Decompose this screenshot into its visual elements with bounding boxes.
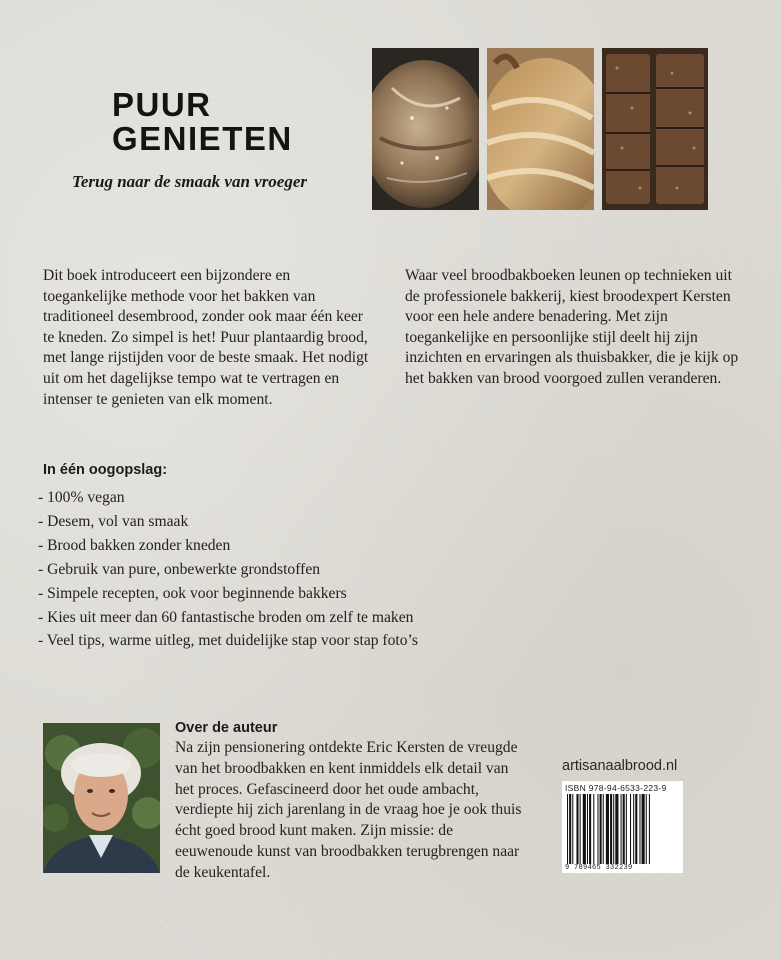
glance-heading: In één oogopslag: (43, 462, 168, 478)
barcode-bar (630, 794, 631, 870)
barcode-digits: 9 789465 332239 (565, 864, 680, 872)
intro-left-paragraph: Dit boek introduceert een bijzondere en toegankelijke methode voor het bakken van traditioneel desembrood, zonder ook maar één keer te kneden. Zo simpel is het! Puur plantaardig brood, met lange rijstijden voor de beste smaak. Het nodigt uit om het dagelijkse tempo wat te vertragen en intenser te genieten van elk moment. (43, 267, 369, 408)
book-title (112, 88, 293, 156)
barcode-bar (615, 794, 618, 870)
glance-list (38, 486, 418, 653)
book-subtitle: Terug naar de smaak van vroeger (72, 172, 308, 191)
barcode-bar (576, 794, 578, 870)
list-item: - Kies uit meer dan 60 fantastische broden om zelf te maken (38, 608, 414, 626)
barcode-bar (567, 794, 568, 870)
barcode-bar (589, 794, 591, 870)
barcode-bar (639, 794, 640, 870)
barcode-bar (587, 794, 588, 870)
barcode-bar (613, 794, 614, 870)
website-url: artisanaalbrood.nl (562, 758, 678, 774)
barcode-bar (580, 794, 581, 870)
barcode-bar (626, 794, 627, 870)
author-bio: Na zijn pensionering ontdekte Eric Kersten de vreugde van het broodbakken en kent inmiddels elk detail van het proces. Gefascineerd door het oude ambacht, verdiepte hij zich jarenlang in de vraag hoe je ook thuis écht goed brood kunt maken. Zijn missie: de eeuwenoude kunst van broodbakken terugbrengen naar de keukentafel. (175, 739, 522, 881)
bread-photo-scored-loaf (487, 48, 594, 210)
barcode-bar (646, 794, 647, 870)
list-item: - Simpele recepten, ook voor beginnende bakkers (38, 584, 347, 602)
barcode-bar (603, 794, 604, 870)
author-portrait (43, 723, 160, 873)
barcode-bar (621, 794, 622, 870)
bread-photo-rye-slices (602, 48, 708, 210)
barcode-bar (635, 794, 637, 870)
author-heading: Over de auteur (175, 720, 278, 736)
barcode-bar (593, 794, 594, 870)
barcode-bar (572, 794, 573, 870)
barcode-bar (583, 794, 586, 870)
list-item: - Brood bakken zonder kneden (38, 536, 231, 554)
barcode-bar (642, 794, 645, 870)
isbn-number: ISBN 978-94-6533-223-9 (565, 783, 667, 793)
bread-photo-round-loaf (372, 48, 479, 210)
barcode-bars (565, 794, 680, 870)
barcode-bar (633, 794, 634, 870)
barcode-bar (597, 794, 598, 870)
barcode-bar (569, 794, 571, 870)
list-item: - Veel tips, warme uitleg, met duidelijke stap voor stap foto’s (38, 632, 418, 650)
list-item: - 100% vegan (38, 489, 125, 506)
barcode-bar (623, 794, 625, 870)
title-line-2: GENIETEN (112, 120, 293, 157)
barcode-bar (606, 794, 609, 870)
barcode-bar (649, 794, 650, 870)
barcode-bar (610, 794, 612, 870)
barcode-bar (600, 794, 602, 870)
intro-right-paragraph: Waar veel broodbakboeken leunen op technieken uit de professionele bakkerij, kiest broodexpert Kersten voor een hele andere benadering. Met zijn toegankelijke en persoonlijke stijl deelt hij zijn inzichten en ervaringen als thuisbakker, die je kijk op het bakken van brood voorgoed zullen veranderen. (405, 267, 739, 387)
list-item: - Desem, vol van smaak (38, 512, 189, 530)
title-line-1: PUUR (112, 86, 212, 123)
list-item: - Gebruik van pure, onbewerkte grondstoffen (38, 560, 321, 578)
isbn-barcode (562, 781, 683, 873)
